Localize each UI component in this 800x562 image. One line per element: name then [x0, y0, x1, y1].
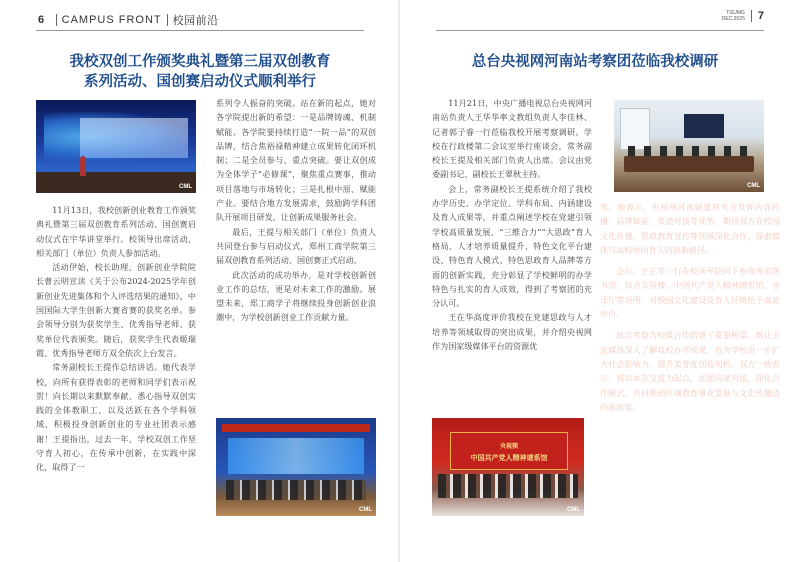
page-number: 6	[38, 14, 45, 26]
paragraph: 活动伊始，校长助理、创新创业学院院长曹云明宣读《关于公布2024-2025学年创新创业先进集体和个人评选结果的通知》，中国国际大学生创新大赛省赛的获奖名单。参会领导分别为获奖学生、优秀指导老师、获奖单位代表颁奖。随后，获奖学生代表姬瑞霞、优秀指导老师方双全依次上台发言。	[36, 262, 196, 358]
paragraph: 11月13日，我校创新创业教育工作颁奖典礼暨第三届双创教育系列活动、国创赛启动仪式在宇华讲堂举行。校领导出席活动，相关部门（单位）负责人参加活动。	[36, 205, 196, 258]
board-text: 中国共产党人精神谱系馆	[470, 453, 548, 462]
photo-watermark: CML	[567, 507, 580, 513]
right-page-header	[722, 10, 764, 22]
page-number: 7	[757, 10, 764, 22]
article-title	[36, 52, 364, 92]
section-name-en: CAMPUS FRONT	[61, 14, 162, 26]
exhibit-board	[450, 432, 568, 470]
article-title-line: 我校双创工作颁奖典礼暨第三届双创教育	[69, 53, 331, 70]
board-text: 央视频	[499, 443, 518, 450]
header-meta-line: DEC.2025	[721, 16, 745, 22]
article-column-2	[216, 96, 376, 325]
paragraph: 系列令人振奋的突破。站在新的起点，她对各学院提出新的希望：一是品牌铸魂、机制赋能。各学院要持续打造“一院一品”的双创品牌，结合焦裕禄精神建立成果转化闭环机制；二是全员参与、重点突破。要让双创成为全体学子“必修课”，聚焦重点赛事，推动项目落地与市场转化；三是扎根中原、赋能产业。要结合地方发展需求，鼓励跨学科团队开展项目研发，让创新成果服务社会。	[216, 98, 376, 223]
article-title-line: 系列活动、国创赛启动仪式顺利举行	[84, 73, 316, 90]
photo-watermark: CML	[179, 184, 192, 190]
paragraph: 最后，王提与相关部门（单位）负责人共同登台参与启动仪式，郑州工商学院第三届双创教育系列活动、国创赛正式启动。	[216, 226, 376, 266]
left-page-header	[38, 12, 219, 28]
article-column-1	[36, 203, 196, 475]
header-meta	[722, 10, 745, 22]
meeting-room-photo	[614, 100, 764, 192]
paragraph: 会上，常务副校长王提系统介绍了我校办学历史、办学定位、学科布局、内涵建设及育人成果等，并重点阐述学校在党建引领学校高质量发展、“三维合力”“大思政”育人格局、人才培养质量提升、特色文化平台建设、特色育人模式、特色思政育人品牌等方面的创新实践，充分彰显了学校鲜明的办学特色与扎实的育人成效，得到了考察团的充分认可。	[432, 183, 592, 309]
paragraph: 势。他表示，央视网河南频道将充分发挥内容传播、品牌赋能、渠道对接等优势，期待双方在校园文化传播、思政教育宣传等领域深化合作，探索媒体与高校协同育人的创新路径。	[600, 202, 780, 255]
section-name-zh: 校园前沿	[172, 14, 219, 27]
group-photo-spirit-hall	[432, 418, 584, 516]
paragraph: 会后，王在华一行在校领导陪同下参观秀美图书馆、综合实验楼、中国共产党人精神谱系馆、音乐厅等场所，对校园文化建设及育人环境给予高度评价。	[600, 266, 780, 320]
paragraph: 王在华高度评价我校在党建思政与人才培养等领域取得的突出成果，并介绍央视网作为国家级媒体平台的资源优	[432, 312, 592, 352]
header-divider	[751, 10, 752, 22]
photo-watermark: CML	[359, 507, 372, 513]
photo-watermark: CML	[747, 183, 760, 189]
header-divider	[56, 14, 57, 26]
paragraph: 11月21日，中央广播电视总台央视网河南站负责人王华华率文教组负责人李佳林、记者郭子睿一行莅临我校开展考察调研。学校在行政楼第二会议室举行座谈会，常务副校长王提及相关部门负责人出席。会议由党委副书记、副校长王翠秋主持。	[432, 98, 592, 180]
header-meta-line: TGUMG	[726, 10, 745, 16]
article-column-1	[432, 96, 592, 353]
launch-ceremony-photo	[216, 418, 376, 516]
article-title: 总台央视网河南站考察团莅临我校调研	[471, 53, 719, 70]
paragraph: 此次活动的成功举办，是对学校创新创业工作的总结，更是对未来工作的激励。展望未来，郑工商学子将继续投身创新创业浪潮中，为学校创新创业工作贡献力量。	[216, 269, 376, 323]
paragraph: 常务副校长王提作总结讲话。她代表学校，向所有获得表彰的老师和同学们表示祝贺！向长期以来默默奉献、悉心指导双创实践的全体教职工，以及活跃在各个学科领域、积极投身创新创业的专业社团表示感谢！王提指出，过去一年，学校双创工作坚守育人初心，在传承中创新，在实践中深化，取得了一	[36, 362, 196, 473]
award-ceremony-photo	[36, 100, 196, 193]
header-rule	[36, 30, 364, 31]
article-column-2-bleed-through	[600, 200, 780, 540]
paragraph: 此次考察为校媒合作搭建了重要桥梁，既让主流媒体深入了解我校办学成果，也为学校进一步扩大社会影响力、提升美誉度创造契机。双方一致表示，将以本次交流为起点，加强沟通对接，深化合作模式，共同推动区域教育事业发展与文化传播迈向新高度。	[600, 330, 780, 412]
header-divider	[167, 14, 168, 26]
header-rule	[436, 30, 764, 31]
